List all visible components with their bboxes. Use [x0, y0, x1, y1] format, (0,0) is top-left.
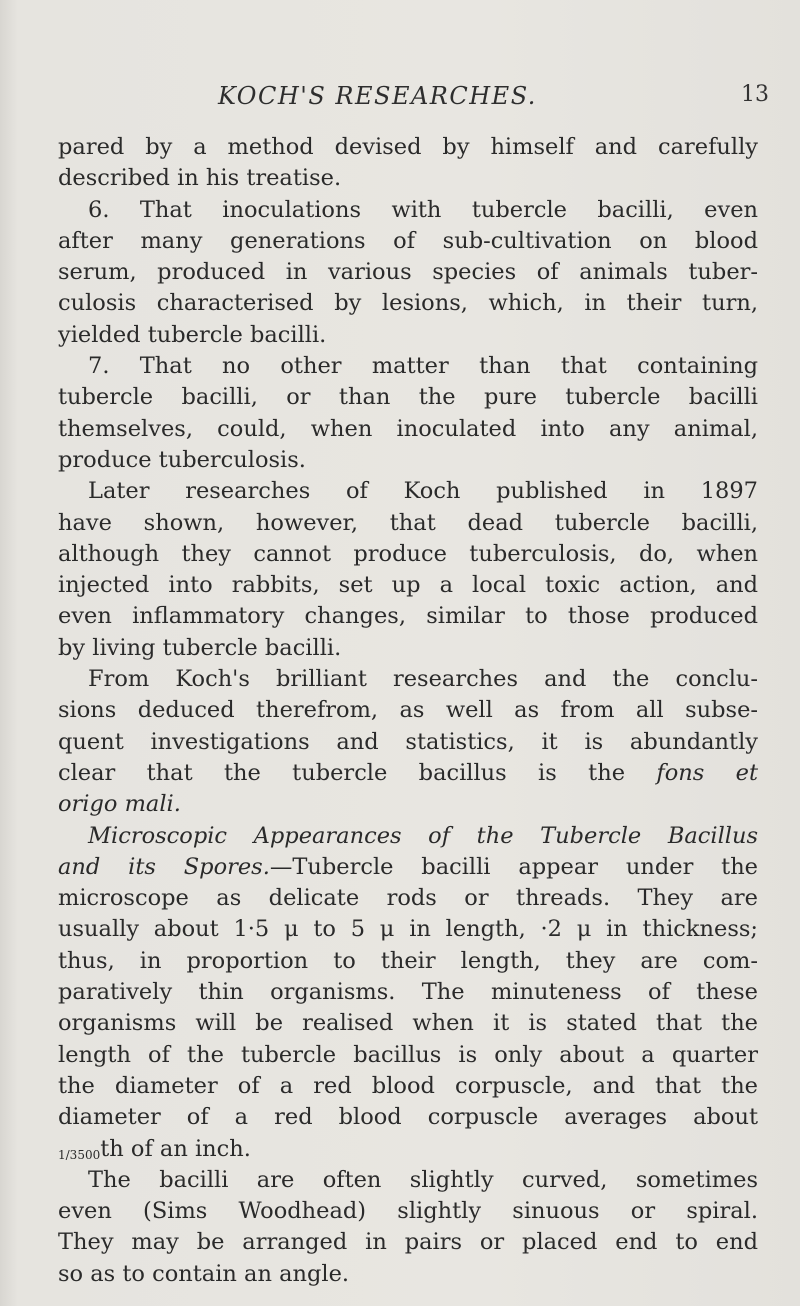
text-line [58, 789, 758, 820]
text-line: length of the tubercle bacillus is only about a quarter [58, 1041, 758, 1068]
text-line: usually about 1·5 μ to 5 μ in length, ·2 μ in thickness; [58, 916, 758, 943]
text-line: after many generations of sub-cultivation on blood [58, 227, 758, 254]
text-line: sions deduced therefrom, as well as from all subse- [58, 697, 758, 724]
text-line: Later researches of Koch published in 1897 [88, 478, 758, 505]
section-heading-line [58, 821, 758, 852]
italic-phrase: origo mali. [58, 791, 181, 818]
text-line: From Koch's brilliant researches and the conclu- [88, 666, 758, 693]
text-line: even (Sims Woodhead) slightly sinuous or spiral. [58, 1198, 758, 1225]
text-line: The bacilli are often slightly curved, sometimes [88, 1166, 758, 1193]
text-line: even inflammatory changes, similar to those produced [58, 603, 758, 630]
page-number: 13 [741, 82, 769, 107]
text-line: so as to contain an angle. [58, 1260, 350, 1287]
text-line: produce tuberculosis. [58, 446, 306, 473]
text-line: serum, produced in various species of animals tuber- [58, 259, 758, 286]
text-block-3 [58, 1165, 758, 1290]
text-line: described in his treatise. [58, 165, 342, 192]
text-line: the diameter of a red blood corpuscle, and that the [58, 1072, 758, 1099]
text-line: 7. That no other matter than that containing [88, 353, 758, 380]
text-line: although they cannot produce tuberculosis, do, when [58, 540, 758, 567]
italic-phrase: fons et [656, 759, 758, 786]
text-line: have shown, however, that dead tubercle bacilli, [58, 509, 758, 536]
text-line: They may be arranged in pairs or placed end to end [58, 1229, 758, 1256]
text-line: organisms will be realised when it is stated that the [58, 1010, 758, 1037]
text-line: thus, in proportion to their length, they are com- [58, 947, 758, 974]
section-heading: Microscopic Appearances of the Tubercle Bacillus [88, 822, 758, 849]
text-line: tubercle bacilli, or than the pure tubercle bacilli [58, 384, 758, 411]
text-line: culosis characterised by lesions, which, in their turn, [58, 290, 758, 317]
text-line: quent investigations and statistics, it is abundantly [58, 728, 758, 755]
text-line: diameter of a red blood corpuscle averages about [58, 1104, 758, 1131]
text-line: yielded tubercle bacilli. [58, 321, 327, 348]
text-line: pared by a method devised by himself and carefully [58, 134, 758, 160]
text-line: clear that the tubercle bacillus is the fons et [58, 759, 758, 786]
text-line: injected into rabbits, set up a local toxic action, and [58, 572, 758, 599]
section-heading: and its Spores. [58, 853, 270, 880]
running-title: KOCH'S RESEARCHES. [218, 82, 537, 110]
text-line: and its Spores.—Tubercle bacilli appear under the [58, 853, 758, 880]
body-text [58, 132, 758, 1290]
text-block-2 [58, 883, 758, 1133]
text-line: 1/3500th of an inch. [58, 1135, 251, 1162]
text-line: by living tubercle bacilli. [58, 634, 342, 661]
text-line: microscope as delicate rods or threads. They are [58, 885, 758, 912]
text-block-1 [58, 132, 758, 758]
text-line: paratively thin organisms. The minuteness of these [58, 979, 758, 1006]
fraction: 1/3500 [58, 1147, 101, 1162]
text-line: themselves, could, when inoculated into any animal, [58, 415, 758, 442]
running-head [0, 82, 800, 118]
text-line: 6. That inoculations with tubercle bacilli, even [88, 196, 758, 223]
